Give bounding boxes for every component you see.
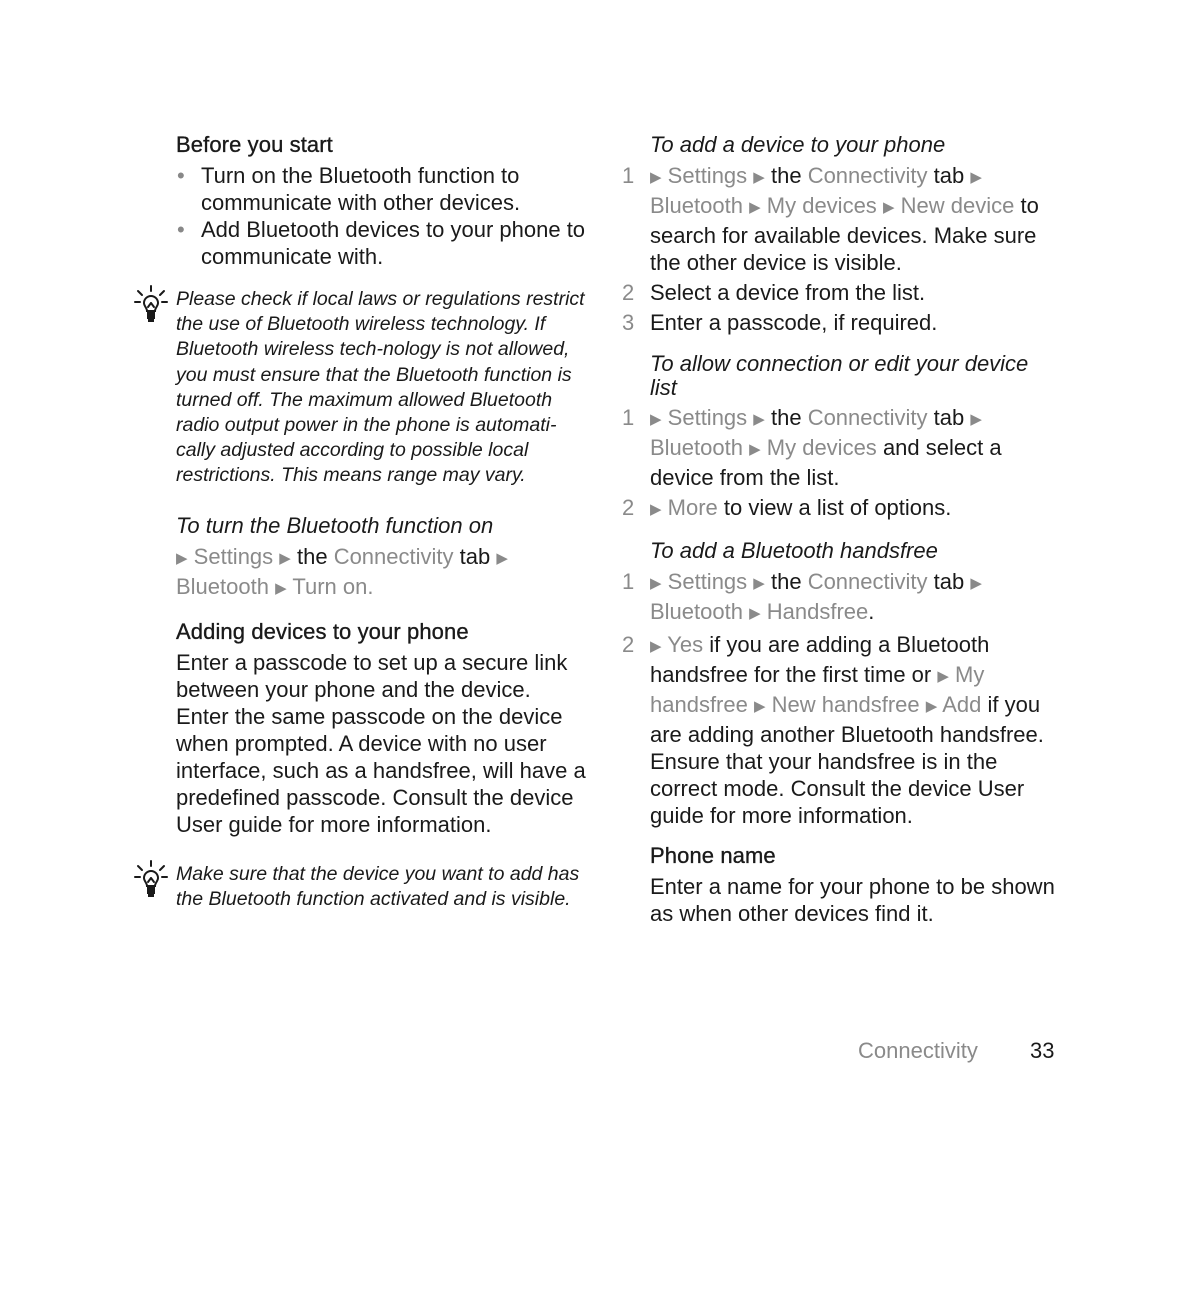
text: the — [770, 405, 802, 430]
menu-settings[interactable]: Settings — [667, 405, 748, 430]
menu-settings[interactable]: Settings — [193, 543, 274, 569]
menu-connectivity[interactable]: Connectivity — [807, 405, 928, 430]
right-arrow-icon: ▶ — [275, 579, 287, 597]
add-device-steps — [622, 162, 1062, 336]
menu-new-handsfree[interactable]: New handsfree — [771, 692, 920, 717]
right-arrow-icon: ▶ — [753, 698, 766, 715]
menu-add[interactable]: Add — [942, 692, 982, 717]
menu-yes[interactable]: Yes — [667, 632, 704, 657]
list-item — [622, 404, 1062, 491]
menu-my-handsfree[interactable]: My handsfree — [650, 662, 985, 717]
step-number: 2 — [622, 280, 635, 305]
menu-bluetooth[interactable]: Bluetooth — [176, 573, 269, 599]
phone-name-heading: Phone name — [650, 843, 776, 868]
lightbulb-tip-icon — [134, 285, 168, 325]
right-arrow-icon: ▶ — [176, 549, 188, 567]
list-item — [622, 494, 1062, 524]
text: tab — [933, 569, 965, 594]
text: Select a device from the list. — [650, 280, 926, 305]
text: and select a device from the list. — [650, 435, 1002, 490]
adding-devices-body: Enter a passcode to set up a secure link between your phone and the device. Enter the same passcode on the device when prompted. A device with no user interface, such as a handsfree, will have a predefined passcode. Consult the device User guide for more information. — [176, 649, 586, 837]
menu-bluetooth[interactable]: Bluetooth — [650, 599, 743, 624]
text: . — [367, 573, 374, 599]
menu-connectivity[interactable]: Connectivity — [333, 543, 454, 569]
text: to search for available devices. Make sure the other device is visible. — [650, 193, 1039, 275]
text: tab — [933, 405, 965, 430]
turn-on-path — [176, 543, 586, 603]
right-arrow-icon: ▶ — [650, 169, 662, 186]
list-item: • Turn on the Bluetooth function to communicate with other devices. — [176, 162, 586, 216]
right-arrow-icon: ▶ — [650, 638, 662, 655]
menu-new-device[interactable]: New device — [900, 193, 1015, 218]
list-item — [622, 309, 1062, 336]
menu-connectivity[interactable]: Connectivity — [807, 569, 928, 594]
text: to view a list of options. — [723, 495, 952, 520]
page-footer — [858, 1038, 1055, 1064]
page-number: 33 — [1030, 1038, 1055, 1063]
menu-settings[interactable]: Settings — [667, 569, 748, 594]
step-number: 1 — [622, 405, 635, 430]
text: the — [296, 543, 328, 569]
tip-text: Make sure that the device you want to add has the Bluetooth function activated and is visible. — [176, 862, 580, 910]
adding-devices-heading: Adding devices to your phone — [176, 618, 469, 644]
right-arrow-icon: ▶ — [749, 605, 761, 622]
add-handsfree-steps — [622, 568, 1062, 829]
menu-settings[interactable]: Settings — [667, 163, 748, 188]
right-arrow-icon: ▶ — [753, 411, 765, 428]
phone-name-section — [650, 843, 1062, 927]
text: the — [770, 569, 802, 594]
step-number: 2 — [622, 632, 635, 657]
right-arrow-icon: ▶ — [937, 668, 949, 685]
list-item — [622, 568, 1062, 628]
add-device-heading: To add a device to your phone — [650, 132, 946, 157]
tip-text: Please check if local laws or regulations restrict the use of Bluetooth wireless technology. If Bluetooth wireless tech-nology is not allowed, you must ensure that the Bluetooth function is turned off. The maximum allowed Bluetooth radio output power in the phone is automati-cally adjusted according to possible local restrictions. This means range may vary. — [176, 288, 585, 487]
menu-my-devices[interactable]: My devices — [766, 193, 877, 218]
tip-note-laws — [176, 287, 586, 489]
menu-my-devices[interactable]: My devices — [766, 435, 877, 460]
text: . — [868, 599, 875, 624]
text: tab — [459, 543, 491, 569]
right-arrow-icon: ▶ — [882, 199, 895, 216]
turn-on-heading: To turn the Bluetooth function on — [176, 512, 494, 538]
add-handsfree-heading: To add a Bluetooth handsfree — [650, 538, 938, 563]
footer-section-name: Connectivity — [858, 1038, 978, 1063]
menu-connectivity[interactable]: Connectivity — [807, 163, 928, 188]
right-arrow-icon: ▶ — [496, 549, 508, 567]
tip-note-visible — [176, 862, 586, 912]
step-number: 1 — [622, 569, 635, 594]
allow-connection-heading: To allow connection or edit your device list — [650, 351, 1029, 400]
right-arrow-icon: ▶ — [650, 575, 662, 592]
list-item: • Add Bluetooth devices to your phone to communicate with. — [176, 216, 586, 270]
step-number: 3 — [622, 310, 635, 335]
menu-turn-on[interactable]: Turn on — [292, 573, 368, 599]
step-number: 2 — [622, 495, 635, 520]
list-item — [622, 279, 1062, 306]
menu-handsfree[interactable]: Handsfree — [766, 599, 869, 624]
text: the — [770, 163, 802, 188]
text: tab — [933, 163, 965, 188]
list-item — [622, 162, 1062, 276]
right-column — [622, 132, 1062, 927]
step-number: 1 — [622, 163, 635, 188]
text: if you are adding another Bluetooth handsfree. Ensure that your handsfree is in the correct mode. Consult the device User guide for more information. — [650, 692, 1044, 828]
right-arrow-icon: ▶ — [650, 501, 662, 518]
menu-bluetooth[interactable]: Bluetooth — [650, 193, 743, 218]
right-arrow-icon: ▶ — [753, 169, 765, 186]
right-arrow-icon: ▶ — [279, 549, 291, 567]
text: Enter a passcode, if required. — [650, 310, 938, 335]
list-item — [622, 631, 1062, 829]
right-arrow-icon: ▶ — [749, 441, 761, 458]
allow-connection-steps — [622, 404, 1062, 524]
lightbulb-tip-icon — [134, 860, 168, 900]
phone-name-body: Enter a name for your phone to be shown as when other devices find it. — [650, 874, 1055, 926]
right-arrow-icon: ▶ — [970, 169, 982, 186]
right-arrow-icon: ▶ — [970, 575, 982, 592]
right-arrow-icon: ▶ — [970, 411, 982, 428]
menu-bluetooth[interactable]: Bluetooth — [650, 435, 743, 460]
text: if you are adding a Bluetooth handsfree for the first time or — [650, 632, 990, 687]
right-arrow-icon: ▶ — [749, 199, 761, 216]
left-column — [176, 132, 586, 912]
right-arrow-icon: ▶ — [753, 575, 765, 592]
before-you-start-heading: Before you start — [176, 132, 333, 157]
right-arrow-icon: ▶ — [925, 698, 938, 715]
menu-more[interactable]: More — [667, 495, 718, 520]
right-arrow-icon: ▶ — [650, 411, 662, 428]
before-you-start-list — [176, 162, 586, 270]
